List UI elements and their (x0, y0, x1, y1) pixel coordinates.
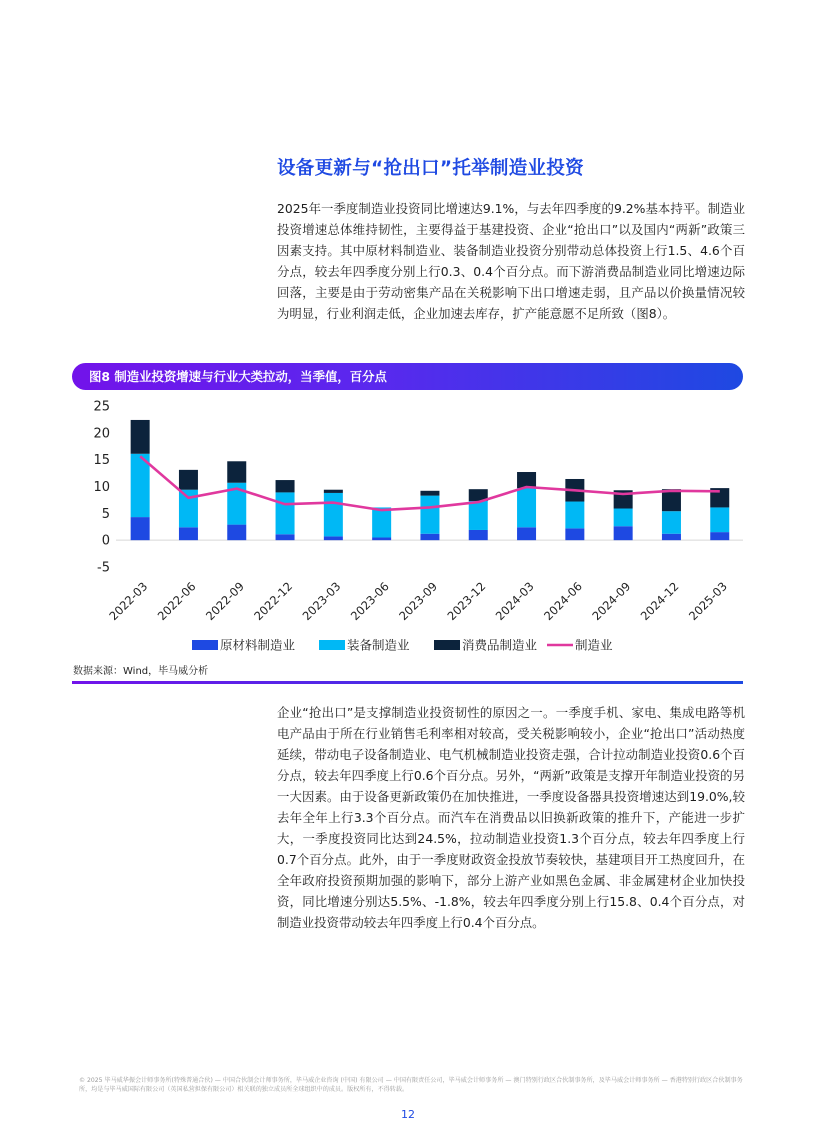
bar-segment-1 (179, 527, 198, 540)
bar-segment-1 (662, 534, 681, 540)
stacked-bar-line-chart (72, 392, 743, 660)
bar-segment-2 (710, 507, 729, 532)
body-paragraph-2: 企业“抢出口”是支撑制造业投资韧性的原因之一。一季度手机、家电、集成电路等机电产品由于所在行业销售毛利率相对较高，受关税影响较小，企业“抢出口”活动热度延续，带动电子设备制造业、电气机械制造业投资走强，合计拉动制造业投资0.6个百分点，较去年四季度上行0.6个百分点。另外，“两新”政策是支撑开年制造业投资的另一大因素。由于设备更新政策仍在加快推进，一季度设备器具投资增速达到19.0%,较去年全年上行3.3个百分点。而汽车在消费品以旧换新政策的推升下，产能进一步扩大，一季度投资同比达到24.5%，拉动制造业投资1.3个百分点，较去年四季度上行0.7个百分点。此外，由于一季度财政资金投放节奏较快，基建项目开工热度回升，在全年政府投资预期加强的影响下，部分上游产业如黑色金属、非金属建材企业加快投资，同比增速分别达5.5%、-1.8%，较去年四季度分别上行15.8、0.4个百分点，对制造业投资带动较去年四季度上行0.4个百分点。 (277, 705, 745, 930)
legend-label: 消费品制造业 (462, 637, 538, 653)
bar-segment-2 (662, 511, 681, 534)
bar-segment-3 (276, 480, 295, 492)
x-tick-label: 2022-09 (202, 579, 247, 624)
bar-segment-2 (614, 509, 633, 527)
bar-segment-1 (420, 534, 439, 540)
x-tick-label: 2024-03 (492, 579, 537, 624)
bar-segment-1 (131, 517, 150, 540)
x-tick-label: 2022-06 (154, 579, 199, 624)
bar-segment-1 (565, 528, 584, 540)
x-tick-label: 2022-12 (251, 579, 296, 624)
body-paragraph-1: 2025年一季度制造业投资同比增速达9.1%，与去年四季度的9.2%基本持平。制造业投资增速总体维持韧性，主要得益于基建投资、企业“抢出口”以及国内“两新”政策三因素支持。其中原材料制造业、装备制造业投资分别带动总体投资上行1.5、4.6个百分点，较去年四季度分别上行0.3、0.4个百分点。而下游消费品制造业同比增速边际回落，主要是由于劳动密集产品在关税影响下出口增速走弱，且产品以价换量情况较为明显，行业利润走低，企业加速去库存，扩产能意愿不足所致（图8）。 (277, 201, 745, 321)
bar-segment-3 (420, 491, 439, 496)
bar-segment-1 (469, 530, 488, 540)
y-tick-label: 10 (93, 480, 110, 495)
x-tick-label: 2023-09 (396, 579, 441, 624)
x-tick-label: 2023-06 (347, 579, 392, 624)
bar-segment-2 (276, 492, 295, 534)
bar-segment-1 (614, 526, 633, 540)
figure-caption-bar (72, 363, 743, 390)
y-tick-label: -5 (97, 560, 110, 576)
figure-caption: 图8 制造业投资增速与行业大类拉动，当季值，百分点 (89, 369, 387, 384)
bar-segment-3 (517, 472, 536, 488)
page-number: 12 (401, 1108, 415, 1121)
bar-segment-3 (131, 420, 150, 454)
bar-segment-2 (420, 496, 439, 534)
bar-segment-2 (469, 501, 488, 530)
bar-segment-3 (324, 490, 343, 493)
legend-swatch (319, 640, 345, 650)
legend-label: 原材料制造业 (220, 637, 296, 653)
x-tick-label: 2024-06 (541, 579, 585, 624)
y-tick-label: 25 (93, 399, 110, 415)
x-tick-label: 2024-12 (637, 579, 682, 624)
bar-segment-1 (227, 525, 246, 541)
y-tick-label: 15 (93, 453, 110, 469)
legend-label: 制造业 (575, 637, 613, 653)
x-tick-label: 2023-03 (299, 579, 344, 624)
x-tick-label: 2022-03 (106, 579, 151, 624)
x-tick-label: 2023-12 (444, 579, 489, 624)
bar-segment-1 (324, 536, 343, 540)
section-title: 设备更新与“抢出口”托举制造业投资 (277, 158, 584, 179)
y-tick-label: 20 (93, 426, 110, 442)
y-tick-label: 0 (101, 533, 110, 549)
bar-segment-2 (565, 502, 584, 529)
bar-segment-3 (179, 470, 198, 490)
x-tick-label: 2024-09 (589, 579, 634, 624)
bar-segment-1 (517, 527, 536, 540)
legend-swatch (192, 640, 218, 650)
footer-disclaimer: © 2025 毕马威华振会计师事务所(特殊普通合伙) — 中国合伙制会计师事务所，毕马威企业咨询 (中国) 有限公司 — 中国有限责任公司，毕马威会计师事务所 — 澳门特别行政区合伙制事务所，及毕马威会计师事务所 — 香港特别行政区合伙制事务所，均是与毕马威国际有限公司（英国私营担保有限公司）相关联的独立成员所全球组织中的成员。版权所有，不得转载。 (79, 1077, 743, 1093)
legend-label: 装备制造业 (347, 637, 410, 653)
x-tick-label: 2025-03 (685, 579, 730, 624)
bar-segment-2 (372, 507, 391, 537)
divider-rule (72, 681, 743, 684)
bar-segment-1 (710, 532, 729, 540)
legend-swatch (434, 640, 460, 650)
bar-segment-1 (372, 537, 391, 540)
bar-segment-1 (276, 534, 295, 540)
bar-segment-2 (324, 493, 343, 536)
y-tick-label: 5 (101, 506, 110, 522)
bar-segment-2 (517, 488, 536, 527)
bar-segment-3 (227, 461, 246, 482)
figure-source: 数据来源：Wind，毕马威分析 (73, 666, 209, 677)
